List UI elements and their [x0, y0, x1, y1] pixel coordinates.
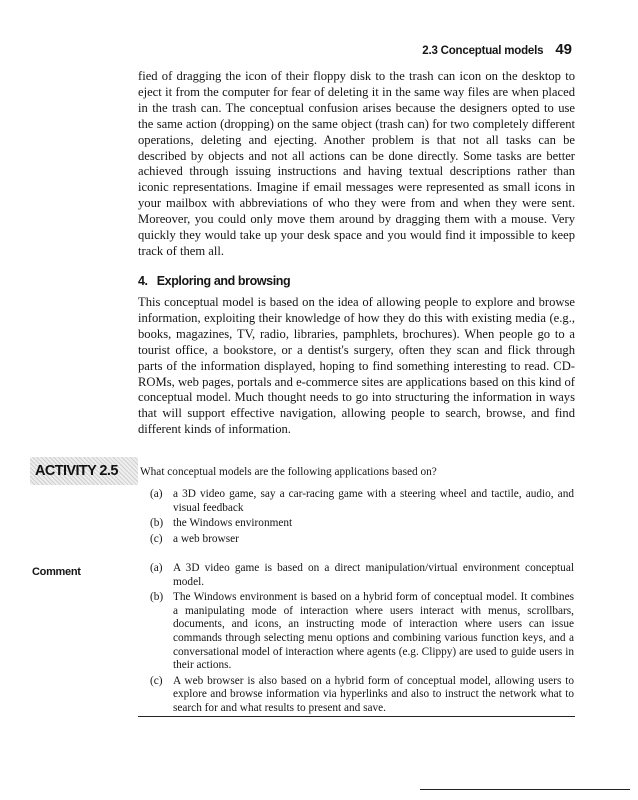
- item-text: The Windows environment is based on a hybrid form of conceptual model. It combines a manipulating mode of interaction where users interact with menus, scrollbars, documents, and icons, an instructing mode of interaction where users can issue commands through selecting menu options and combining various function keys, and a conversational model of interaction where agents (e.g. Clippy) are used to guide users in their actions.: [173, 591, 574, 672]
- page-number: 49: [555, 41, 572, 58]
- item-text: a 3D video game, say a car-racing game with a steering wheel and tactile, audio, and visual feedback: [173, 488, 574, 514]
- activity-list: [150, 488, 574, 548]
- activity-badge: [30, 457, 138, 485]
- item-label: (b): [150, 591, 164, 604]
- section-number: 4.: [138, 274, 148, 288]
- comment-item: [150, 591, 574, 673]
- activity-item: [150, 488, 574, 515]
- body-paragraph-2: This conceptual model is based on the idea of allowing people to explore and browse information, exploiting their knowledge of how they do this with existing media (e.g., books, magazines, TV, radio, libraries, pamphlets, brochures). When people go to a tourist office, a bookstore, or a dentist's surgery, often they scan and flick through parts of the information displayed, hoping to find something interesting to read. CD-ROMs, web pages, portals and e-commerce sites are applications based on this kind of conceptual model. Much thought needs to go into structuring the information in ways that will support effective navigation, allowing people to search, browse, and find different kinds of information.: [138, 295, 575, 437]
- section-heading-title: Exploring and browsing: [156, 274, 291, 288]
- item-label: (b): [150, 517, 164, 530]
- item-text: A 3D video game is based on a direct manipulation/virtual environment conceptual model.: [173, 562, 574, 588]
- item-label: (c): [150, 532, 163, 545]
- activity-question: What conceptual models are the following applications based on?: [140, 466, 437, 478]
- comment-item: [150, 675, 574, 716]
- item-label: (c): [150, 674, 163, 687]
- activity-label: ACTIVITY 2.5: [35, 463, 118, 479]
- section-heading: [138, 274, 290, 288]
- item-text: the Windows environment: [173, 517, 293, 530]
- comment-item: [150, 562, 574, 589]
- comment-list: [150, 562, 574, 718]
- item-label: (a): [150, 562, 163, 574]
- footer-rule: [420, 789, 630, 790]
- running-header: [422, 41, 572, 61]
- item-label: (a): [150, 488, 163, 500]
- item-text: a web browser: [173, 532, 239, 545]
- body-paragraph-1: fied of dragging the icon of their floppy disk to the trash can icon on the desktop to eject it from the computer for fear of deleting it in the same way files are when placed in the trash can. The conceptual confusion arises because the designers opted to use the same action (dropping) on the same object (trash can) for two completely different operations, deleting and ejecting. Another problem is that not all tasks can be described by objects and not all actions can be done directly. Some tasks are better achieved through issuing instructions and having textual descriptions rather than iconic representations. Imagine if email messages were represented as small icons in your mailbox with abbreviations of who they were from and when they were sent. Moreover, you could only move them around by dragging them with a mouse. Very quickly they would take up your desk space and you would find it impossible to keep track of them all.: [138, 69, 575, 258]
- comment-label: Comment: [32, 566, 81, 578]
- section-divider: [138, 716, 575, 717]
- section-title: 2.3 Conceptual models: [422, 45, 544, 57]
- activity-item: [150, 517, 574, 531]
- activity-item: [150, 533, 574, 547]
- item-text: A web browser is also based on a hybrid form of conceptual model, allowing users to explore and browse information via hyperlinks and also to instruct the network what to search for and what results to present and save.: [173, 674, 574, 714]
